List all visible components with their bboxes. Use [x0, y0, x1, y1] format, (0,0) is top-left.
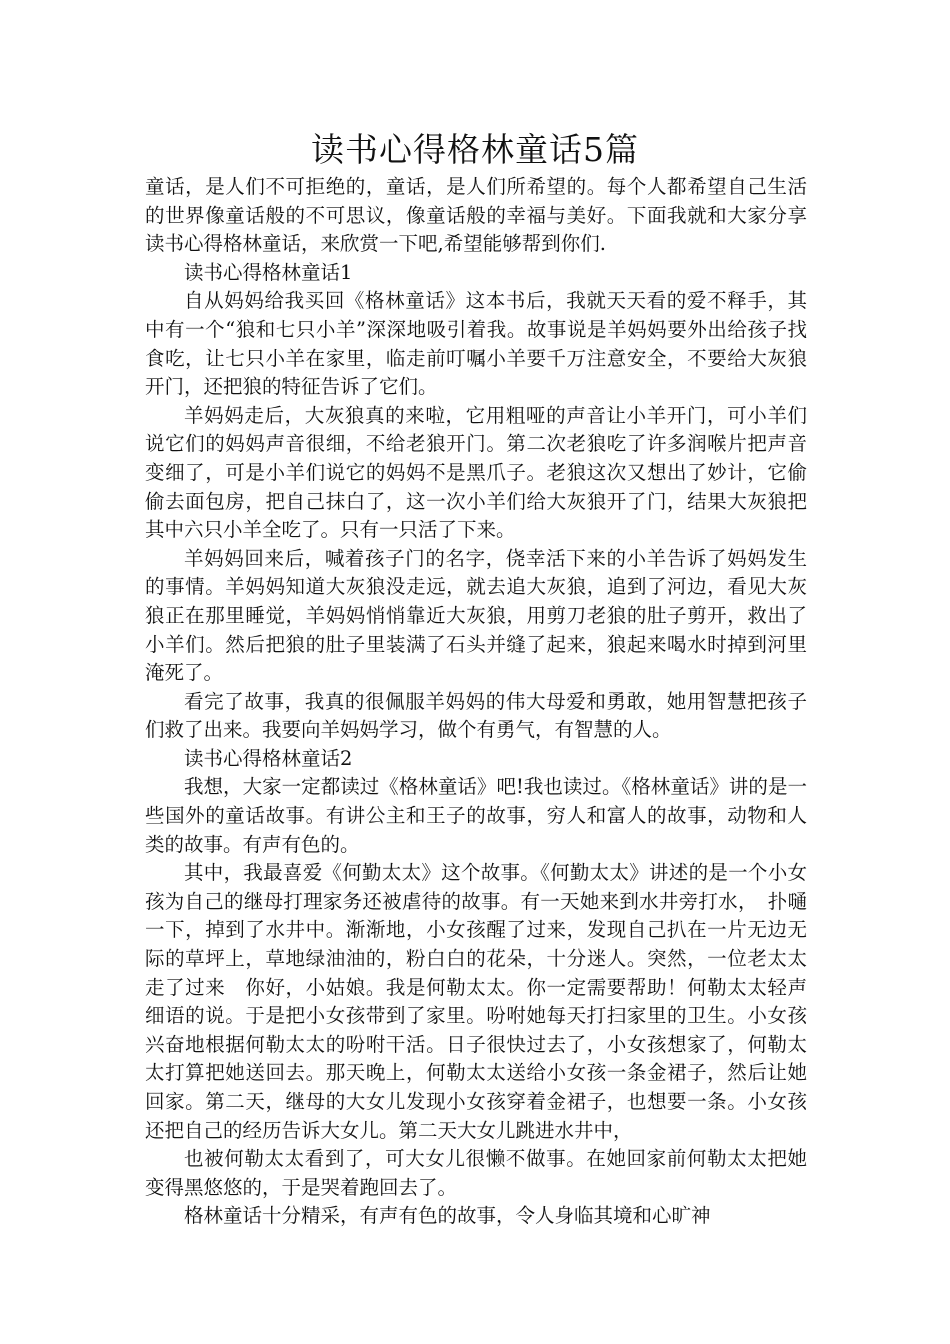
document-body	[145, 173, 827, 1231]
section-1-paragraph: 羊妈妈走后，大灰狼真的来啦，它用粗哑的声音让小羊开门，可小羊们说它们的妈妈声音很细，不给老狼开门。第二次老狼吃了许多润喉片把声音变细了，可是小羊们说它的妈妈不是黑爪子。老狼这次又想出了妙计，它偷偷去面包房，把自己抹白了，这一次小羊们给大灰狼开了门，结果大灰狼把其中六只小羊全吃了。只有一只活了下来。	[145, 403, 807, 542]
section-2-paragraph: 格林童话十分精采，有声有色的故事，令人身临其境和心旷神	[184, 1204, 711, 1228]
section-2-paragraph: 其中，我最喜爱《何勤太太》这个故事。《何勤太太》讲述的是一个小女孩为自己的继母打理家务还被虐待的故事。有一天她来到水井旁打水， 扑嗵 一下，掉到了水井中。渐渐地，小女孩醒了过来，发现自己扒在一片无边无际的草坪上，草地绿油油的，粉白白的花朵，十分迷人。突然，一位老太太走了过来 你好，小姑娘。我是何勒太太。你一定需要帮助！何勒太太轻声细语的说。于是把小女孩带到了家里。吩咐她每天打扫家里的卫生。小女孩兴奋地根据何勒太太的吩咐干活。日子很快过去了，小女孩想家了，何勒太太打算把她送回去。那天晚上，何勒太太送给小女孩一条金裙子，然后让她回家。第二天，继母的大女儿发现小女孩穿着金裙子，也想要一条。小女孩还把自己的经历告诉大女儿。第二天大女儿跳进水井中，	[145, 861, 827, 1142]
section-1-paragraph: 羊妈妈回来后，喊着孩子门的名字，侥幸活下来的小羊告诉了妈妈发生的事情。羊妈妈知道大灰狼没走远，就去追大灰狼，追到了河边，看见大灰狼正在那里睡觉，羊妈妈悄悄靠近大灰狼，用剪刀老狼的肚子剪开，救出了小羊们。然后把狼的肚子里装满了石头并缝了起来，狼起来喝水时掉到河里淹死了。	[145, 546, 807, 685]
section-2-heading: 读书心得格林童话2	[184, 746, 353, 770]
section-1-heading: 读书心得格林童话1	[184, 260, 353, 284]
document-title: 读书心得格林童话5篇	[311, 130, 639, 169]
intro-paragraph: 童话，是人们不可拒绝的，童话，是人们所希望的。每个人都希望自己生活的世界像童话般的不可思议，像童话般的幸福与美好。下面我就和大家分享读书心得格林童话，来欣赏一下吧,希望能够帮到你们.	[145, 175, 807, 256]
section-2-paragraph: 也被何勒太太看到了，可大女儿很懒不做事。在她回家前何勒太太把她变得黑悠悠的，于是哭着跑回去了。	[145, 1147, 807, 1199]
section-2-paragraph: 我想，大家一定都读过《格林童话》吧!我也读过。《格林童话》讲的是一些国外的童话故事。有讲公主和王子的故事，穷人和富人的故事，动物和人类的故事。有声有色的。	[145, 775, 807, 856]
section-1-paragraph: 自从妈妈给我买回《格林童话》这本书后，我就天天看的爱不释手，其中有一个“狼和七只小羊”深深地吸引着我。故事说是羊妈妈要外出给孩子找食吃，让七只小羊在家里，临走前叮嘱小羊要千万注意安全，不要给大灰狼开门，还把狼的特征告诉了它们。	[145, 289, 807, 399]
section-1-paragraph: 看完了故事，我真的很佩服羊妈妈的伟大母爱和勇敢，她用智慧把孩子们救了出来。我要向羊妈妈学习，做个有勇气，有智慧的人。	[145, 689, 807, 742]
